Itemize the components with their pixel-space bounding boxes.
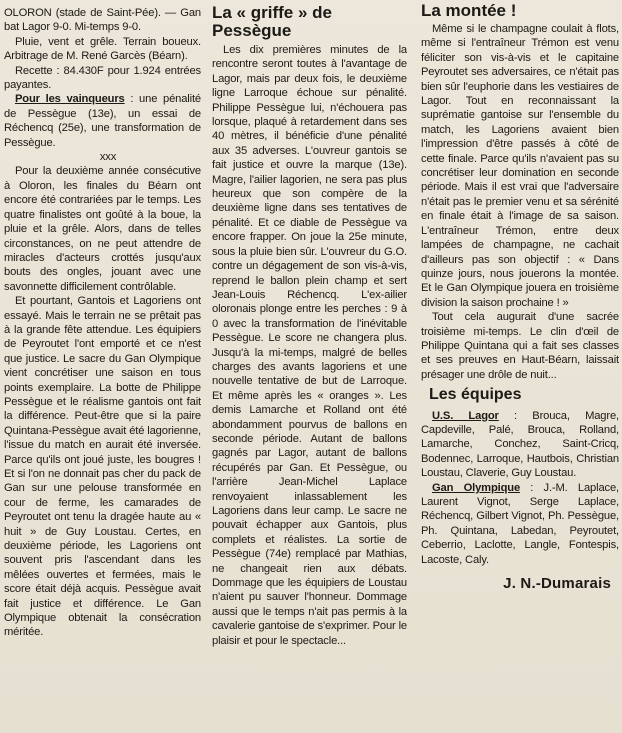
column-match-report [4,6,201,733]
column-pessegue [212,4,407,733]
team-name: Gan Olympique [432,481,521,494]
team-name: U.S. Lagor [432,409,499,422]
scorers-text: : une pénalité de Pessègue (13e), un essai de Réchencq (25e), une transformation de Pessègue. [4,93,201,149]
paragraph: Même si le champagne coulait à flots, même si l'entraîneur Trémon est venu féliciter son vis-à-vis et le capitaine Peyroutet ses adversaires, ce n'était pas bien sûr l'euphorie dans les vestiaires de Lagor. Tout en reconnaissant la suprématie gantoise sur l'ensemble du match, les Lagoriens avaient bien l'impression d'être passés à côté de cette finale. Parce qu'ils n'avaient pas su concrétiser leur domination en seconde période. Mais il est vrai que l'adversaire n'était pas le premier venu et sa sérénité en finale était à l'image de sa saison. L'entraîneur Trémon, entre deux lampées de champagne, ne cachait d'ailleurs pas son objectif : « Dans quinze jours, nous jouerons la montée. Et le Gan Olympique jouera en troisième division la saison prochaine ! » [421,23,619,309]
headline: La montée ! [421,2,517,20]
headline: La « griffe » de Pessègue [212,4,332,40]
teams-heading: Les équipes [429,386,522,404]
team-lineup [421,481,619,567]
paragraph: Et pourtant, Gantois et Lagoriens ont essayé. Mais le terrain ne se prêtait pas à la grande fête attendue. Les équipiers de Peyroutet l'ont emporté et ce n'est que justice. Le sacre du Gan Olympique vient concrétiser une saison en tous points exemplaire. La botte de Philippe Pessègue et le réalisme gantois ont fait la différence. Peut-être que si la paire Quintana-Pessègue avait été lagorienne, l'issue du match en aurait été inversée. Parce qu'ils ont joué juste, les bougres ! Et si l'on ne donnait pas cher du pack de Gan sur une pelouse transformée en cour de ferme, les camarades de Peyroutet ont tenu la dragée haute au « huit » de Guy Loustau. Certes, en deuxième période, les Lagoriens ont souvent pris l'ascendant dans les mêlées ouvertes et fermées, mais le score était déjà acquis. Pessègue avait fait justice et différence. Le Gan Olympique obtenait la consécration méritée. [4,295,201,639]
team-players: : Brouca, Magre, Capdeville, Palé, Brouca, Rolland, Lamarche, Conchez, Saint-Cricq, Bodennec, Larroque, Hautbois, Christian Loustau, Claverie, Guy Loustau. [421,409,619,480]
team-lineup [421,409,619,481]
byline: J. N.-Dumarais [503,575,611,593]
scorers-line [4,92,201,150]
column-montee [421,2,619,733]
section-separator: xxx [99,151,117,164]
paragraph: Pour la deuxième année consécutive à Oloron, les finales du Béarn ont encore été contrariées par le temps. Les quatre finalistes ont goûté à la boue, la pluie et la grêle. Alors, dans de telles circonstances, on ne peut attendre de miracles d'acteurs crottés jusqu'aux bouts des ongles, jouant avec une savonnette difficilement contrôlable. [4,165,201,293]
weather-line: Pluie, vent et grêle. Terrain boueux. Arbitrage de M. René Garcès (Béarn). [4,35,201,63]
team-players: : J.-M. Laplace, Laurent Vignot, Serge Laplace, Réchencq, Gilbert Vignot, Ph. Pessègue, Ph. Quintana, Labedan, Peyroutet, Ceberrio, Laclotte, Langle, Fontespis, Lacoste, Caly. [421,481,619,566]
dateline: OLORON (stade de Saint-Pée). — Gan bat Lagor 9-0. Mi-temps 9-0. [4,7,201,34]
paragraph: Les dix premières minutes de la rencontre seront toutes à l'avantage de Lagor, mais par deux fois, le deuxième ligne Larroque échoue sur pénalité. Philippe Pessègue lui, n'échouera pas lorsque, plaqué à retardement dans ses 40 mètres, il bénéficie d'une pénalité aux 35 adverses. L'ouvreur gantois se fait justice et ouvre la marque (13e). Magre, l'ailier lagorien, ne sera pas plus heureux que son compère de la deuxième ligne dans ses tentatives de pénalité. Et ce diable de Pessègue va encore frapper. On joue la 25e minute, sous la pluie bien sûr. L'ouvreur du G.O. contre un dégagement de son vis-à-vis, reprend le ballon plein champ et sert Jean-Louis Réchencq. L'ex-ailier oloronais plonge entre les perches : 9 à 0 avec la transformation de l'inévitable Pessègue. Le score ne changera plus. Jusqu'à la mi-temps, malgré de belles charges des avants lagoriens et une nouvelle tentative de but de Larroque. Et même après les « oranges ». Les demis Lamarche et Rolland ont été abondamment pourvus de ballons en seconde période. Autant de ballons gagnés par Lagor, autant de ballons récupérés par Gan. Et Pessègue, ou l'arrière Jean-Michel Laplace renvoyaient inlassablement les Lagoriens dans leur camp. Le sacre ne pouvait échapper aux Gantois, plus complets et réalistes. La sortie de Pessègue (74e) remplacé par Mathias, ne changeait rien aux débats. Dommage que les équipiers de Loustau n'aient pu sauver l'honneur. Dommage aussi que le temps n'ait pas permis à la cavalerie gantoise de s'exprimer. Pour le plaisir et pour le spectacle... [212,44,407,647]
paragraph: Tout cela augurait d'une sacrée troisième mi-temps. Le clin d'œil de Philippe Quintana qui a fait ses classes et ses preuves en Haut-Béarn, laissait présager une drôle de nuit... [421,311,619,381]
scorers-label: Pour les vainqueurs [15,93,125,106]
receipts-line: Recette : 84.430F pour 1.924 entrées payantes. [4,64,201,92]
